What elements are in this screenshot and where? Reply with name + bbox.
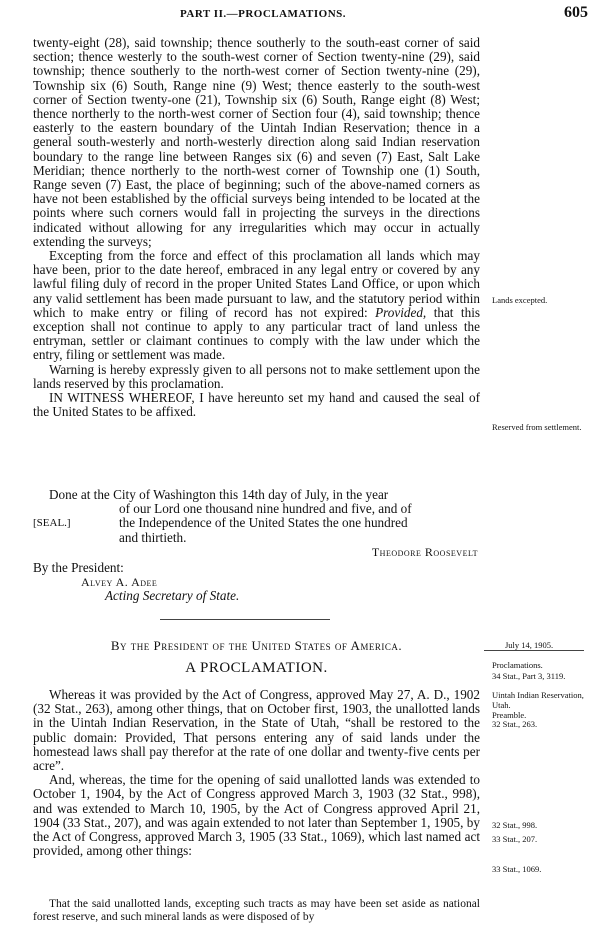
margin-date: July 14, 1905.: [505, 640, 554, 650]
margin-proclamations: Proclamations.: [492, 660, 543, 670]
margin-stat-263: 32 Stat., 263.: [492, 719, 538, 729]
margin-reserved-from-settlement: Reserved from settlement.: [492, 422, 582, 432]
paragraph-whereas-2: And, whereas, the time for the opening of said unallotted lands was extended to October 1, 1904, by the Act of Congress approved March 3, 1903 (32 Stat., 998), and was extended to March 10, 1905, by the Act of Congress approved April 21, 1904 (33 Stat., 207), and was again extended to not later than September 1, 1905, by the Act of Congress, approved March 3, 1905 (33 Stat., 1069), which last named act provided, among other things:: [33, 772, 480, 859]
done-line-3-row: [33, 516, 480, 530]
done-at-block: [33, 488, 480, 604]
done-line-1: Done at the City of Washington this 14th day of July, in the year: [49, 487, 389, 502]
by-the-president: By the President:: [33, 560, 124, 576]
margin-preamble: Preamble.: [492, 710, 527, 720]
done-line-4: and thirtieth.: [119, 529, 187, 545]
margin-stat-1069: 33 Stat., 1069.: [492, 864, 542, 874]
done-line-2: of our Lord one thousand nine hundred and five, and of: [119, 501, 412, 517]
boundary-paragraph: [33, 36, 480, 419]
paragraph-warning: Warning is hereby expressly given to all persons not to make settlement upon the lands reserved by this proclamation.: [33, 361, 480, 391]
running-head: PART II.—PROCLAMATIONS.: [180, 8, 347, 20]
section-divider: [160, 619, 330, 620]
signature-roosevelt: Theodore Roosevelt: [371, 544, 478, 559]
done-line-3: the Independence of the United States the one hundred: [119, 515, 408, 531]
paragraph-witness: IN WITNESS WHEREOF, I have hereunto set my hand and caused the seal of the United States to be affixed.: [33, 390, 480, 420]
seal-label: [SEAL.]: [33, 517, 71, 530]
proclamation-title: By the President of the United States of America.: [110, 638, 403, 653]
margin-divider: [484, 650, 584, 651]
excepting-text-b: that this exception shall not continue to apply to any particular tract of land unless the entryman, settler or claimant continues to comply with the law under which the entry, filing or settlement was made.: [33, 304, 480, 363]
margin-stat-207: 33 Stat., 207.: [492, 834, 538, 844]
page-header: [0, 4, 600, 24]
proclamation-heading: A PROCLAMATION.: [185, 660, 328, 676]
quoted-act-text: That the said unallotted lands, excepting such tracts as may have been set aside as national forest reserve, and such mineral lands as were disposed of by: [33, 898, 480, 923]
margin-stat-ref: 34 Stat., Part 3, 3119.: [492, 671, 566, 681]
excepting-text-a: Excepting from the force and effect of this proclamation all lands which may have been, prior to the date hereof, embraced in any legal entry or covered by any lawful filing duly of record in the proper United States Land Office, or upon which any valid settlement has been made pursuant to law, and the statutory period within which to make entry or filing of record has not expired:: [33, 248, 480, 320]
margin-lands-excepted: Lands excepted.: [492, 295, 548, 305]
paragraph-whereas-1: Whereas it was provided by the Act of Congress, approved May 27, A. D., 1902 (32 Stat., 263), among other things, that on October first, 1903, the unallotted lands in the Uintah Indian Reservation, in the State of Utah, “shall be restored to the public domain: Provided, That persons entering any of said lands under the homestead laws shall pay therefor at the rate of one dollar and twenty-five cents per acre”.: [33, 687, 480, 774]
paragraph-excepting: [33, 249, 480, 363]
margin-stat-998: 32 Stat., 998.: [492, 820, 538, 830]
provided-italic: Provided,: [375, 304, 427, 320]
page-number: 605: [564, 4, 588, 21]
margin-uintah: Uintah Indian Reservation, Utah.: [492, 690, 584, 710]
whereas-section: [33, 688, 480, 858]
secretary-title: Acting Secretary of State.: [105, 588, 240, 604]
paragraph-boundary-text: twenty-eight (28), said township; thence southerly to the south-east corner of said section; thence westerly to the south-west corner of Section twenty-nine (29), said township; thence southerly to the north-west corner of Section twenty-nine (29), Township six (6) South, Range nine (9) West; thence easterly to the south-west corner of Section twenty-one (21), Township six (6) South, Range eight (8) West; thence northerly to the north-west corner of Section four (4), said township; thence easterly to the eastern boundary of the Uintah Indian Reservation; thence in a general south-westerly and north-westerly direction along said Indian reservation boundary to the range line between Ranges six (6) and seven (7) East, Salt Lake Meridian; thence northerly to the north-west corner of Township one (1) South, Range seven (7) East, the place of beginning; such of the above-named corners as have not been established by the official surveys being intended to be located at the points where such corners would fall in projecting the surveys in the directions indicated without allowing for any irregularities which may occur in actually extending the surveys;: [33, 35, 480, 249]
secretary-name: Alvey A. Adee: [81, 575, 158, 590]
